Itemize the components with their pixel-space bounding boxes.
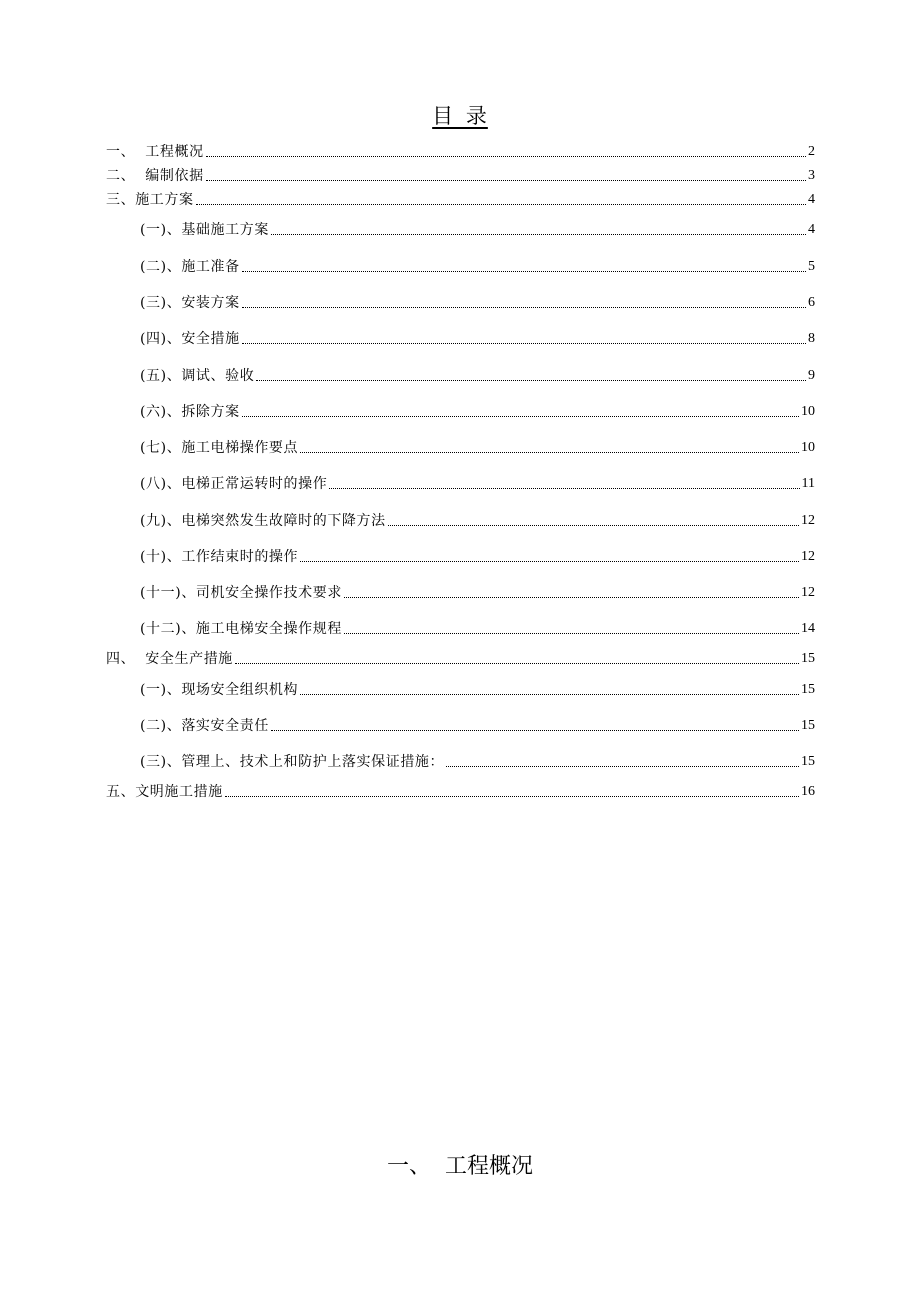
toc-dot-leader — [235, 663, 799, 664]
toc-entry-page-number: 14 — [801, 621, 815, 636]
toc-entry-page-number: 15 — [801, 754, 815, 769]
toc-dot-leader — [206, 180, 806, 181]
toc-dot-leader — [225, 796, 799, 797]
toc-dot-leader — [300, 561, 799, 562]
toc-dot-leader — [388, 525, 799, 526]
toc-entry-label: 一、 工程概况 — [106, 144, 204, 160]
toc-dot-leader — [344, 597, 799, 598]
toc-dot-leader — [271, 730, 799, 731]
toc-entry-label: (六)、拆除方案 — [140, 404, 240, 420]
toc-entry[interactable] — [140, 583, 815, 603]
toc-entry-label: (十一)、司机安全操作技术要求 — [140, 585, 342, 601]
toc-entry-page-number: 10 — [801, 404, 815, 419]
toc-entry-label: (十二)、施工电梯安全操作规程 — [140, 621, 342, 637]
toc-entry-label: (二)、落实安全责任 — [140, 718, 269, 734]
toc-entry[interactable] — [140, 293, 815, 313]
toc-entry[interactable] — [140, 511, 815, 531]
toc-entry[interactable] — [140, 257, 815, 277]
toc-entry-label: (二)、施工准备 — [140, 259, 240, 275]
toc-entry[interactable] — [140, 716, 815, 736]
toc-entry-page-number: 8 — [808, 331, 815, 346]
toc-entry-page-number: 15 — [801, 651, 815, 666]
toc-entry-page-number: 12 — [801, 513, 815, 528]
toc-entry-label: (三)、安装方案 — [140, 295, 240, 311]
toc-dot-leader — [344, 633, 799, 634]
toc-entry-label: (七)、施工电梯操作要点 — [140, 440, 299, 456]
toc-dot-leader — [300, 694, 799, 695]
toc-entry-page-number: 4 — [808, 192, 815, 207]
toc-entry-page-number: 9 — [808, 368, 815, 383]
toc-entry[interactable] — [106, 649, 815, 669]
toc-entry-page-number: 15 — [801, 718, 815, 733]
toc-entry-page-number: 2 — [808, 144, 815, 159]
toc-dot-leader — [271, 234, 806, 235]
toc-entry[interactable] — [140, 474, 815, 494]
toc-entry-page-number: 12 — [801, 585, 815, 600]
toc-entry[interactable] — [140, 329, 815, 349]
toc-entry-page-number: 3 — [808, 168, 815, 183]
toc-dot-leader — [242, 307, 806, 308]
toc-entry-label: (一)、基础施工方案 — [140, 222, 269, 238]
toc-entry-page-number: 11 — [801, 476, 815, 491]
toc-entry[interactable] — [140, 438, 815, 458]
toc-entry-page-number: 16 — [801, 784, 815, 799]
toc-entry[interactable] — [140, 366, 815, 386]
toc-entry-page-number: 10 — [801, 440, 815, 455]
toc-entry-label: 五、文明施工措施 — [106, 784, 223, 800]
toc-entry-label: (八)、电梯正常运转时的操作 — [140, 476, 328, 492]
toc-dot-leader — [300, 452, 799, 453]
toc-entry[interactable] — [106, 166, 815, 186]
toc-entry-page-number: 12 — [801, 549, 815, 564]
toc-entry-label: (九)、电梯突然发生故障时的下降方法 — [140, 513, 386, 529]
toc-entry-page-number: 4 — [808, 222, 815, 237]
toc-entry[interactable] — [140, 220, 815, 240]
toc-title: 目 录 — [432, 104, 488, 128]
toc-dot-leader — [446, 766, 799, 767]
toc-entry[interactable] — [140, 402, 815, 422]
section-heading: 一、 工程概况 — [387, 1154, 533, 1179]
toc-entry-page-number: 5 — [808, 259, 815, 274]
toc-dot-leader — [242, 271, 806, 272]
toc-entry-label: (一)、现场安全组织机构 — [140, 682, 299, 698]
toc-dot-leader — [242, 343, 806, 344]
toc-dot-leader — [196, 204, 806, 205]
toc-entry[interactable] — [106, 142, 815, 162]
toc-entry-page-number: 6 — [808, 295, 815, 310]
toc-entry[interactable] — [140, 752, 815, 772]
toc-dot-leader — [256, 380, 806, 381]
toc-entry-label: 二、 编制依据 — [106, 168, 204, 184]
toc-entry[interactable] — [140, 619, 815, 639]
toc-entry[interactable] — [106, 190, 815, 210]
toc-entry-label: (三)、管理上、技术上和防护上落实保证措施： — [140, 754, 445, 770]
toc-entry-label: (四)、安全措施 — [140, 331, 240, 347]
toc-entry-label: 四、 安全生产措施 — [106, 651, 233, 667]
toc-entry-label: (十)、工作结束时的操作 — [140, 549, 299, 565]
toc-entry-label: 三、施工方案 — [106, 192, 194, 208]
toc-entry-label: (五)、调试、验收 — [140, 368, 255, 384]
toc-entry-page-number: 15 — [801, 682, 815, 697]
toc-entry[interactable] — [140, 547, 815, 567]
toc-dot-leader — [206, 156, 806, 157]
toc-dot-leader — [329, 488, 799, 489]
toc-dot-leader — [242, 416, 799, 417]
toc-entry[interactable] — [140, 680, 815, 700]
toc-entry[interactable] — [106, 782, 815, 802]
